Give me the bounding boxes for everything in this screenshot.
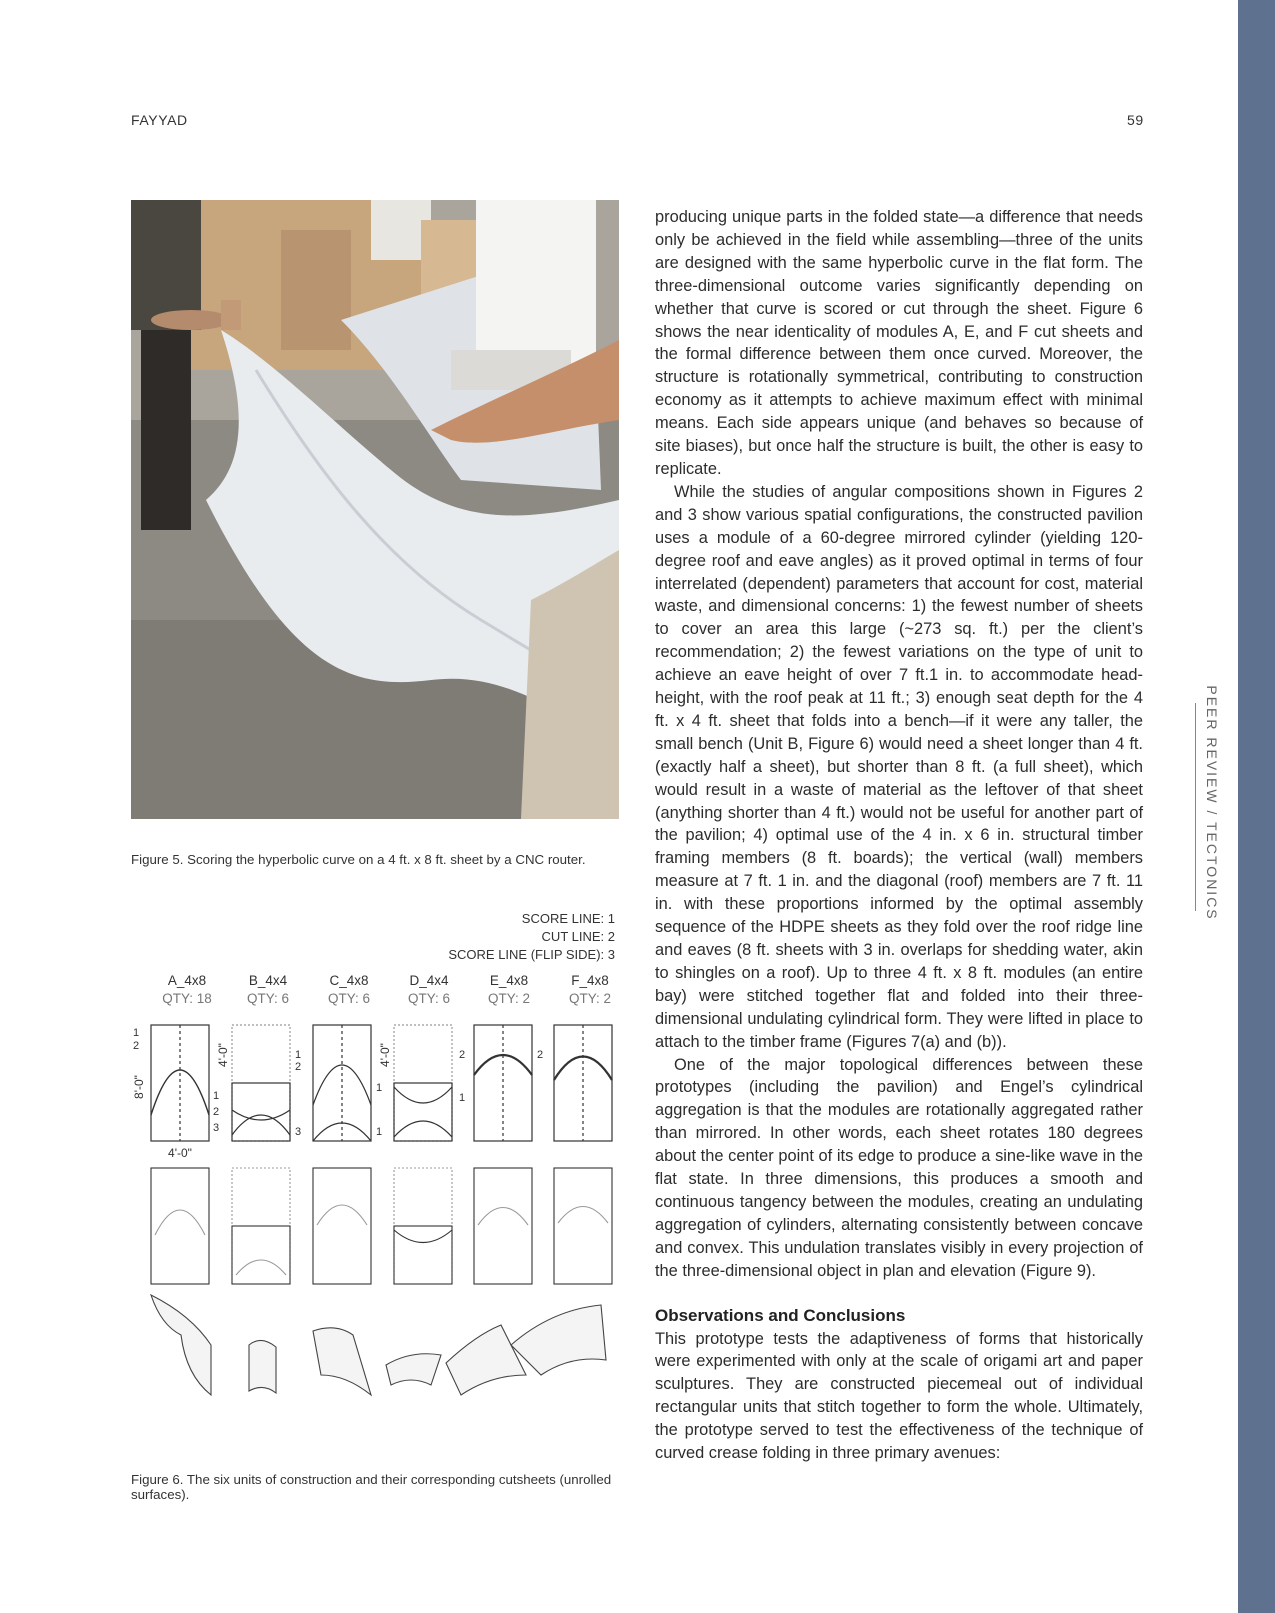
dim-height-4ft-d: 4'-0"	[378, 1043, 392, 1067]
unit-name-e: E_4x8	[489, 973, 529, 988]
dim-width-4ft: 4'-0"	[168, 1146, 192, 1160]
marker-3: 3	[295, 1126, 302, 1138]
marker-2: 2	[459, 1049, 466, 1061]
unit-name-a: A_4x8	[167, 973, 207, 988]
marker-2: 2	[537, 1049, 544, 1061]
marker-1: 1	[295, 1049, 302, 1061]
legend-score-flip: SCORE LINE (FLIP SIDE): 3	[448, 947, 615, 962]
marker-1: 1	[459, 1092, 466, 1104]
figure-5-caption: Figure 5. Scoring the hyperbolic curve on a 4 ft. x 8 ft. sheet by a CNC router.	[131, 852, 586, 867]
figure-5-photo	[131, 200, 619, 819]
figure-6-caption: Figure 6. The six units of construction and their corresponding cutsheets (unrolled surfaces).	[131, 1472, 612, 1502]
page-number: 59	[1127, 112, 1144, 128]
body-paragraph: producing unique parts in the folded state—a difference that needs only be achieved in the field while assembling—three of the units are designed with the same hyperbolic curve in the flat form. The three-dimensional outcome varies significantly depending on whether that curve is scored or cut through the sheet. Figure 6 shows the near identicality of modules A, E, and F cut sheets and the formal difference between them once curved. Moreover, the structure is rotationally symmetrical, contributing to construction economy as it attempts to achieve maximum effect with minimal means. Each side appears unique (and behaves so because of site biases), but once half the structure is built, the other is easy to replicate.	[655, 208, 1143, 478]
unit-qty-c: QTY: 6	[327, 991, 371, 1006]
dim-height-8ft: 8'-0"	[132, 1075, 146, 1099]
unit-name-c: C_4x8	[329, 973, 369, 988]
unit-qty-f: QTY: 2	[568, 991, 612, 1006]
marker-1: 1	[213, 1090, 220, 1102]
unit-qty-d: QTY: 6	[407, 991, 451, 1006]
running-head-author: FAYYAD	[131, 112, 188, 128]
body-paragraph: One of the major topological differences between these prototypes (including the pavilion) and Engel’s cylindrical aggregation is that the modules are rotationally aggregated rather than mirrored. In other words, each sheet rotates 180 degrees about the center point of its edge to produce a sine-like wave in the flat state. In three dimensions, this produces a smooth and continuous tangency between the modules, creating an undulating aggregation of cylinders, alternating consistently between concave and convex. This undulation translates visibly in every projection of the three-dimensional object in plan and elevation (Figure 9).	[655, 1055, 1143, 1280]
dim-height-4ft-b: 4'-0"	[216, 1043, 230, 1067]
section-heading: Observations and Conclusions	[655, 1305, 906, 1325]
unit-qty-b: QTY: 6	[246, 991, 290, 1006]
marker-1: 1	[133, 1027, 140, 1039]
marker-2: 2	[213, 1106, 220, 1118]
unit-qty-a: QTY: 18	[162, 991, 212, 1006]
unit-name-b: B_4x4	[248, 973, 288, 988]
marker-1: 1	[376, 1126, 383, 1138]
marker-2: 2	[295, 1061, 302, 1073]
body-paragraph: While the studies of angular compositions shown in Figures 2 and 3 show various spatial configurations, the constructed pavilion uses a module of a 60-degree mirrored cylinder (yielding 120-degree roof and eave angles) as it proved optimal in terms of four interrelated (dependent) parameters that account for cost, material waste, and dimensional concerns: 1) the fewest number of sheets to cover an area this large (~273 sq. ft.) per the client’s recommendation; 2) the fewest variations on the type of unit to achieve an eave height of over 7 ft.1 in. to accommodate head-height, with the roof peak at 11 ft.; 3) enough seat depth for the 4 ft. x 4 ft. sheet that folds into a bench—if it were any taller, the small bench (Unit B, Figure 6) would need a sheet longer than 4 ft. (exactly half a sheet), but shorter than 8 ft. (a full sheet), which would result in a waste of material as the leftover of that sheet (anything shorter than 4 ft.) would not be useful for another part of the pavilion; 4) optimal use of the 4 in. x 6 in. structural timber framing members (8 ft. boards); the vertical (wall) members measure at 7 ft. 1 in. and the diagonal (roof) members are 7 ft. 11 in. with these proportions informed by the optimal assembly sequence of the HDPE sheets as they fold over the roof ridge line and eaves (8 ft. sheets with 3 in. overlaps for shedding water, akin to shingles on a roof). Up to three 4 ft. x 8 ft. modules (an entire bay) were stitched together flat and folded into their three-dimensional undulating cylindrical form. They were lifted in place to attach to the timber frame (Figures 7(a) and (b)).	[655, 482, 1143, 1051]
unit-name-d: D_4x4	[409, 973, 449, 988]
marker-1: 1	[376, 1082, 383, 1094]
edge-color-band	[1238, 0, 1275, 1613]
unit-name-f: F_4x8	[571, 973, 609, 988]
legend-score-line: SCORE LINE: 1	[521, 911, 615, 926]
legend-cut-line: CUT LINE: 2	[541, 929, 615, 944]
body-paragraph: This prototype tests the adaptiveness of forms that historically were experimented with only at the scale of origami art and paper sculptures. They are constructed piecemeal out of individual rectangular units that stitch together to form the whole. Ultimately, the prototype served to test the effectiveness of the technique of curved crease folding in three primary avenues:	[655, 1329, 1143, 1463]
marker-3: 3	[213, 1122, 220, 1134]
figure-6-diagram	[131, 905, 619, 1425]
section-side-label: PEER REVIEW / TECTONICS	[1204, 685, 1220, 921]
marker-2: 2	[133, 1040, 140, 1052]
side-label-rule	[1195, 703, 1196, 911]
unit-qty-e: QTY: 2	[487, 991, 531, 1006]
body-text-column	[655, 206, 1143, 1465]
